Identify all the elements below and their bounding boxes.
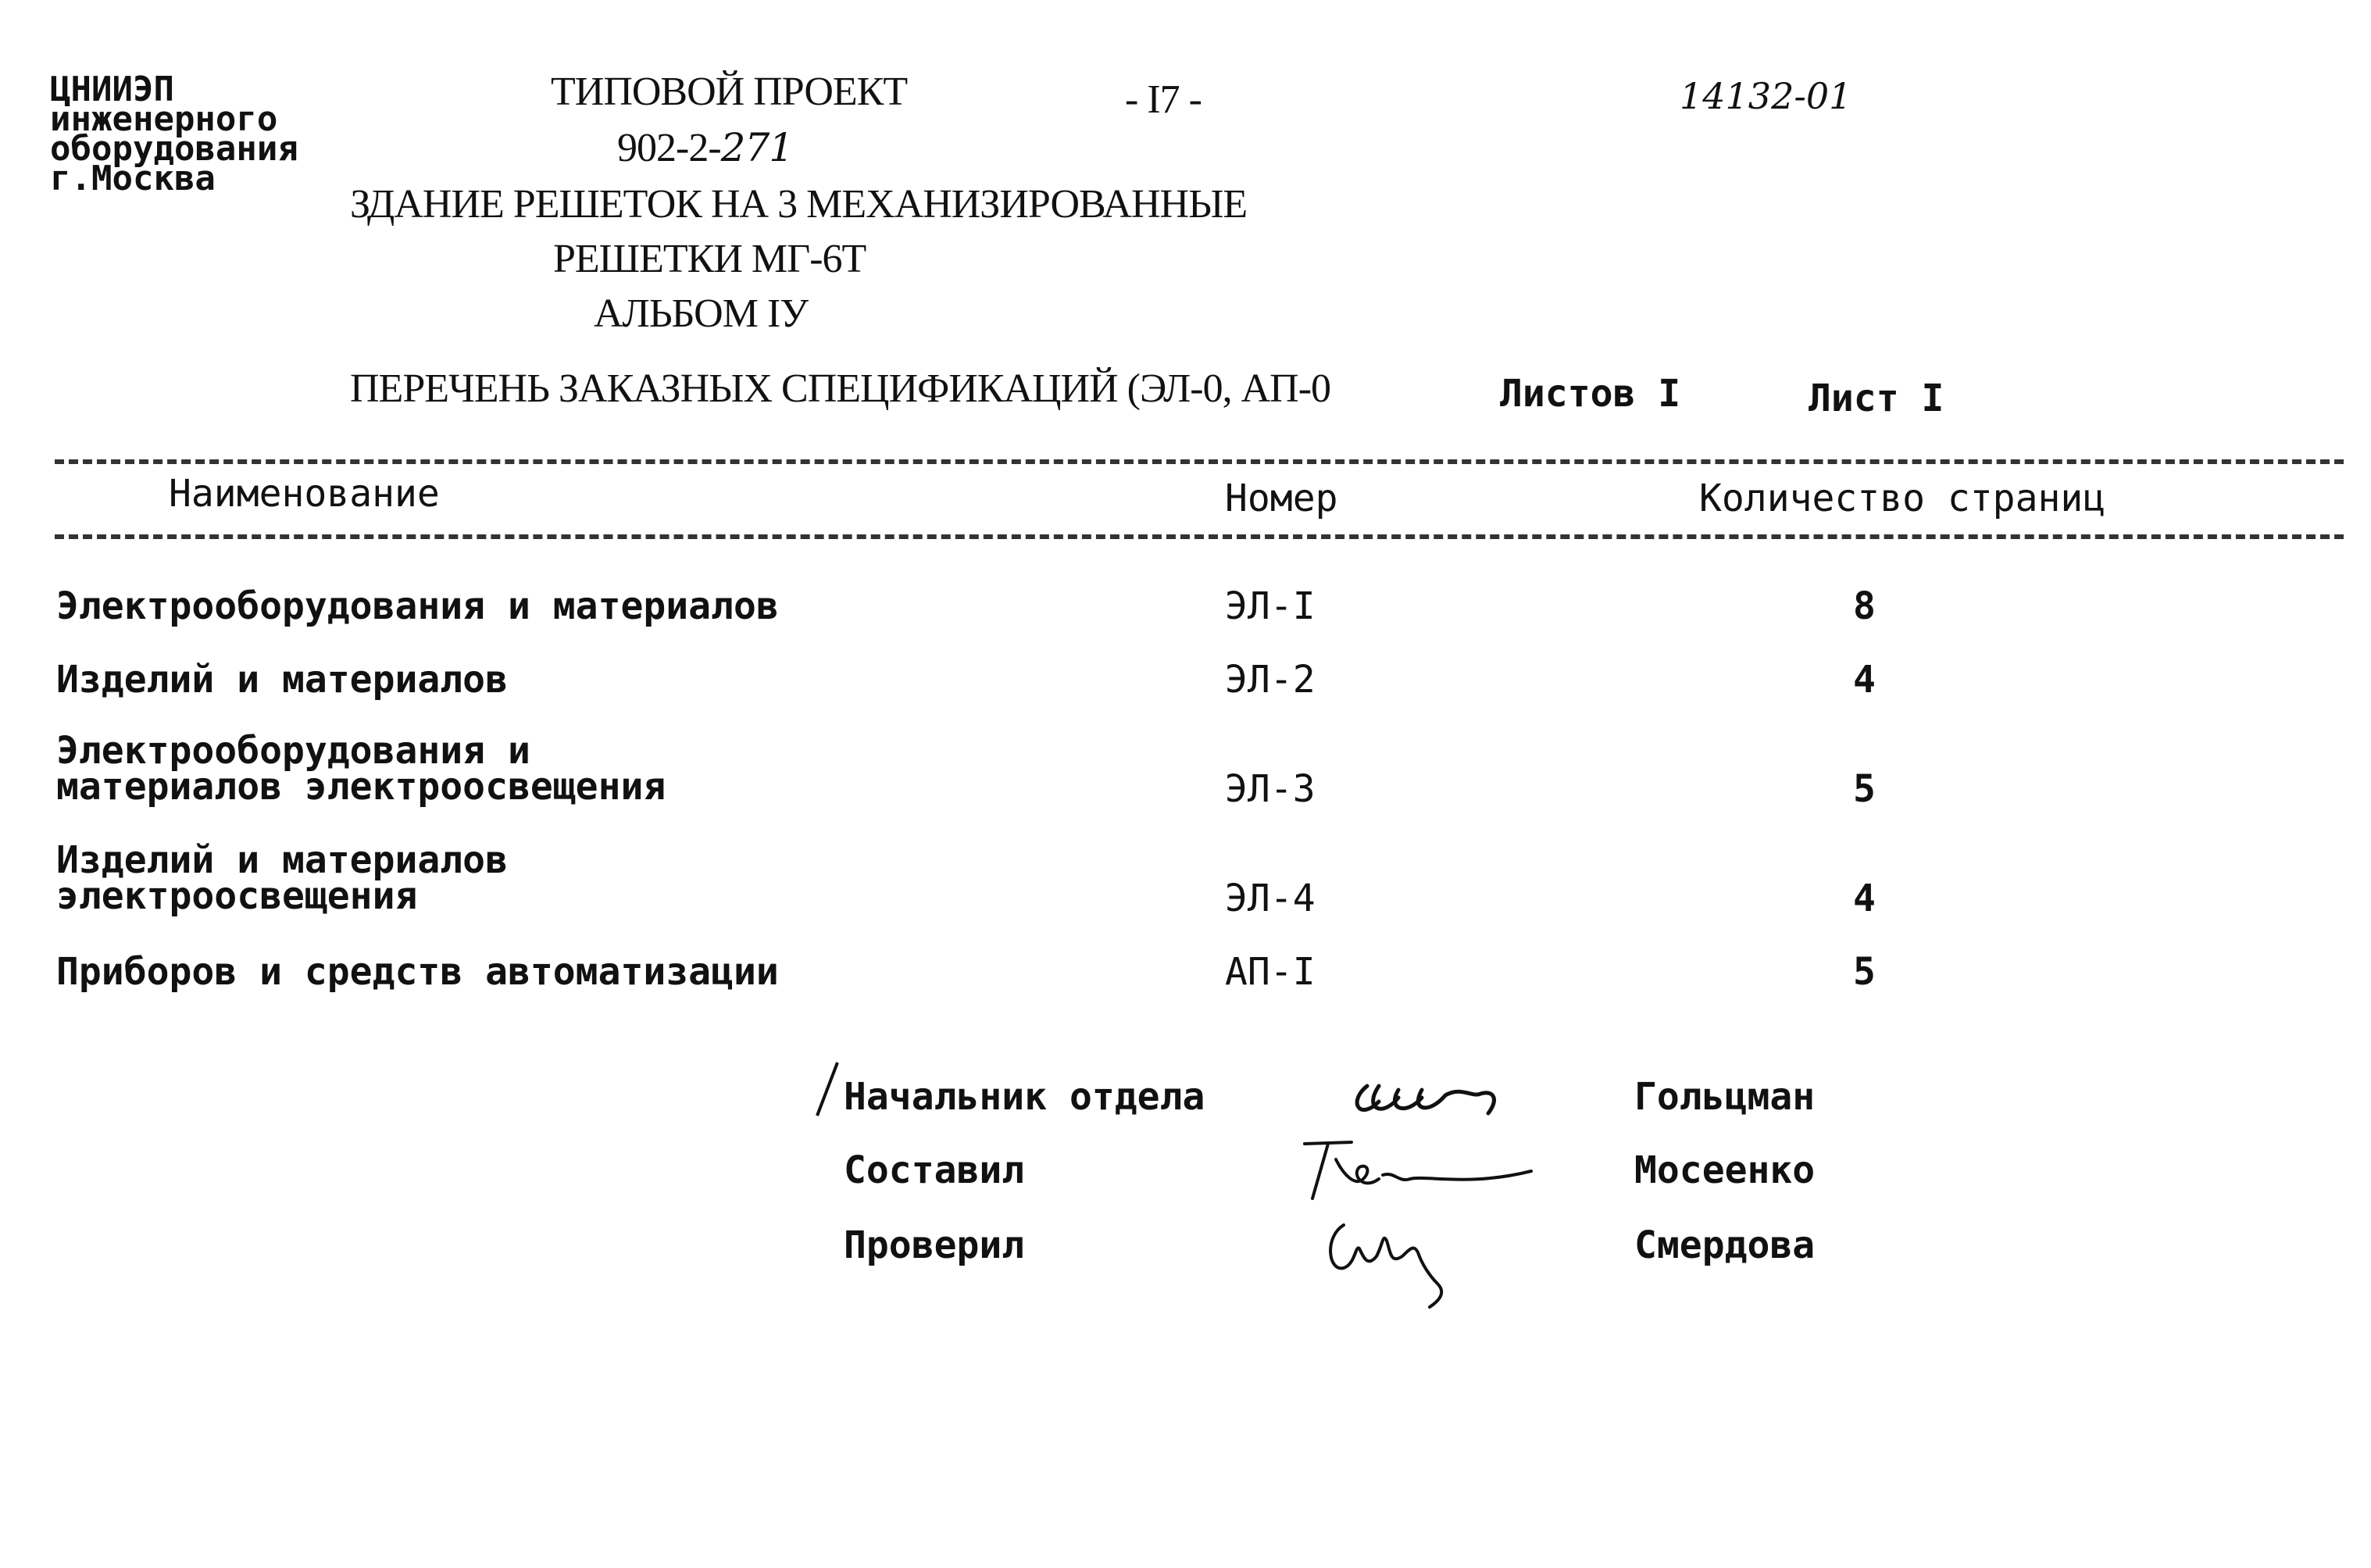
- row-4-name-line: Изделий и материалов: [56, 838, 508, 882]
- row-1-name: Электрооборудования и материалов: [56, 584, 779, 628]
- row-1-pages: 8: [1853, 584, 1876, 628]
- row-1-number: ЭЛ-I: [1225, 584, 1316, 628]
- row-3-name-line: Электрооборудования и: [56, 729, 530, 773]
- row-5-number: АП-I: [1225, 950, 1316, 994]
- handwritten-signature-1: [1344, 1055, 1531, 1133]
- sheet-number: Лист I: [1809, 377, 1944, 420]
- album-label: АЛЬБОМ IУ: [594, 291, 809, 336]
- row-3-number: ЭЛ-3: [1225, 767, 1316, 811]
- row-5-name: Приборов и средств автоматизации: [56, 950, 779, 994]
- row-3-name: [56, 729, 666, 809]
- org-line: оборудования: [50, 129, 298, 169]
- row-4-name: [56, 838, 508, 918]
- row-2-name: Изделий и материалов: [56, 658, 508, 702]
- title-line-2: РЕШЕТКИ МГ-6Т: [553, 237, 866, 281]
- signature-name-compiled: Мосеенко: [1634, 1148, 1816, 1192]
- row-2-number: ЭЛ-2: [1225, 658, 1316, 702]
- row-3-name-line: материалов электроосвещения: [56, 765, 666, 809]
- page-number: - I7 -: [1125, 77, 1202, 122]
- organization-block: [50, 70, 298, 198]
- signature-role-checked: Проверил: [844, 1223, 1025, 1267]
- list-title: ПЕРЕЧЕНЬ ЗАКАЗНЫХ СПЕЦИФИКАЦИЙ (ЭЛ-0, АП-0: [350, 366, 1331, 411]
- sheets-total: Листов I: [1500, 372, 1681, 416]
- row-4-number: ЭЛ-4: [1225, 877, 1316, 920]
- handwritten-signature-3: [1320, 1209, 1469, 1319]
- column-header-pages: Количество страниц: [1699, 477, 2106, 520]
- org-line: ЦНИИЭП: [50, 70, 174, 109]
- org-line: г.Москва: [50, 159, 216, 198]
- title-line-1: ЗДАНИЕ РЕШЕТОК НА 3 МЕХАНИЗИРОВАННЫЕ: [350, 182, 1248, 227]
- project-number: [617, 125, 793, 171]
- project-number-printed: 902-2-: [617, 126, 721, 170]
- handwritten-signature-2: [1289, 1128, 1547, 1206]
- row-5-pages: 5: [1853, 950, 1876, 994]
- signature-name-checked: Смердова: [1634, 1223, 1816, 1267]
- signature-role-compiled: Составил: [844, 1148, 1025, 1192]
- row-4-name-line: электроосвещения: [56, 874, 418, 918]
- org-line: инженерного: [50, 99, 278, 139]
- signature-role-head: Начальник отдела: [844, 1075, 1205, 1119]
- column-header-number: Номер: [1225, 477, 1338, 520]
- project-number-handwritten: 271: [720, 125, 794, 170]
- signature-name-head: Гольцман: [1634, 1075, 1816, 1119]
- row-2-pages: 4: [1853, 658, 1876, 702]
- row-4-pages: 4: [1853, 877, 1876, 920]
- archive-number: 14132-01: [1680, 75, 1852, 117]
- slash-mark: [812, 1058, 844, 1120]
- column-header-name: Наименование: [169, 472, 440, 516]
- table-top-rule: [55, 459, 2344, 464]
- row-3-pages: 5: [1853, 767, 1876, 811]
- project-label: ТИПОВОЙ ПРОЕКТ: [551, 70, 908, 114]
- table-header-bottom-rule: [55, 534, 2344, 539]
